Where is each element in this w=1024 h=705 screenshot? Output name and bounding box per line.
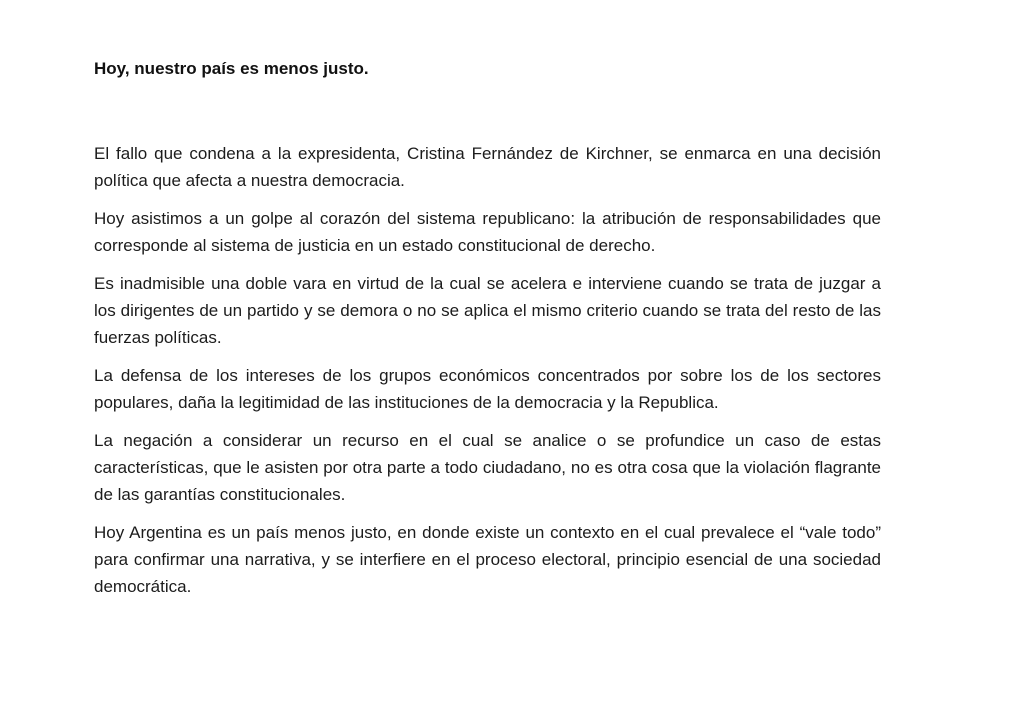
paragraph-3: Es inadmisible una doble vara en virtud de la cual se acelera e interviene cuando se trata de juzgar a los dirigentes de un partido y se demora o no se aplica el mismo criterio cuando se trata del resto de las fuerzas políticas. bbox=[94, 274, 881, 347]
paragraph-1: El fallo que condena a la expresidenta, Cristina Fernández de Kirchner, se enmarca en una decisión política que afecta a nuestra democracia. bbox=[94, 144, 881, 190]
paragraph-2: Hoy asistimos a un golpe al corazón del sistema republicano: la atribución de responsabilidades que corresponde al sistema de justicia en un estado constitucional de derecho. bbox=[94, 209, 881, 255]
document-title: Hoy, nuestro país es menos justo. bbox=[94, 59, 369, 78]
document-body bbox=[94, 140, 881, 600]
paragraph-6: Hoy Argentina es un país menos justo, en donde existe un contexto en el cual prevalece el “vale todo” para confirmar una narrativa, y se interfiere en el proceso electoral, principio esencial de una sociedad democrática. bbox=[94, 523, 881, 596]
paragraph-5: La negación a considerar un recurso en el cual se analice o se profundice un caso de estas características, que le asisten por otra parte a todo ciudadano, no es otra cosa que la violación flagrante de las garantías constitucionales. bbox=[94, 431, 881, 504]
document-page bbox=[94, 57, 881, 600]
paragraph-4: La defensa de los intereses de los grupos económicos concentrados por sobre los de los sectores populares, daña la legitimidad de las instituciones de la democracia y la Republica. bbox=[94, 366, 881, 412]
